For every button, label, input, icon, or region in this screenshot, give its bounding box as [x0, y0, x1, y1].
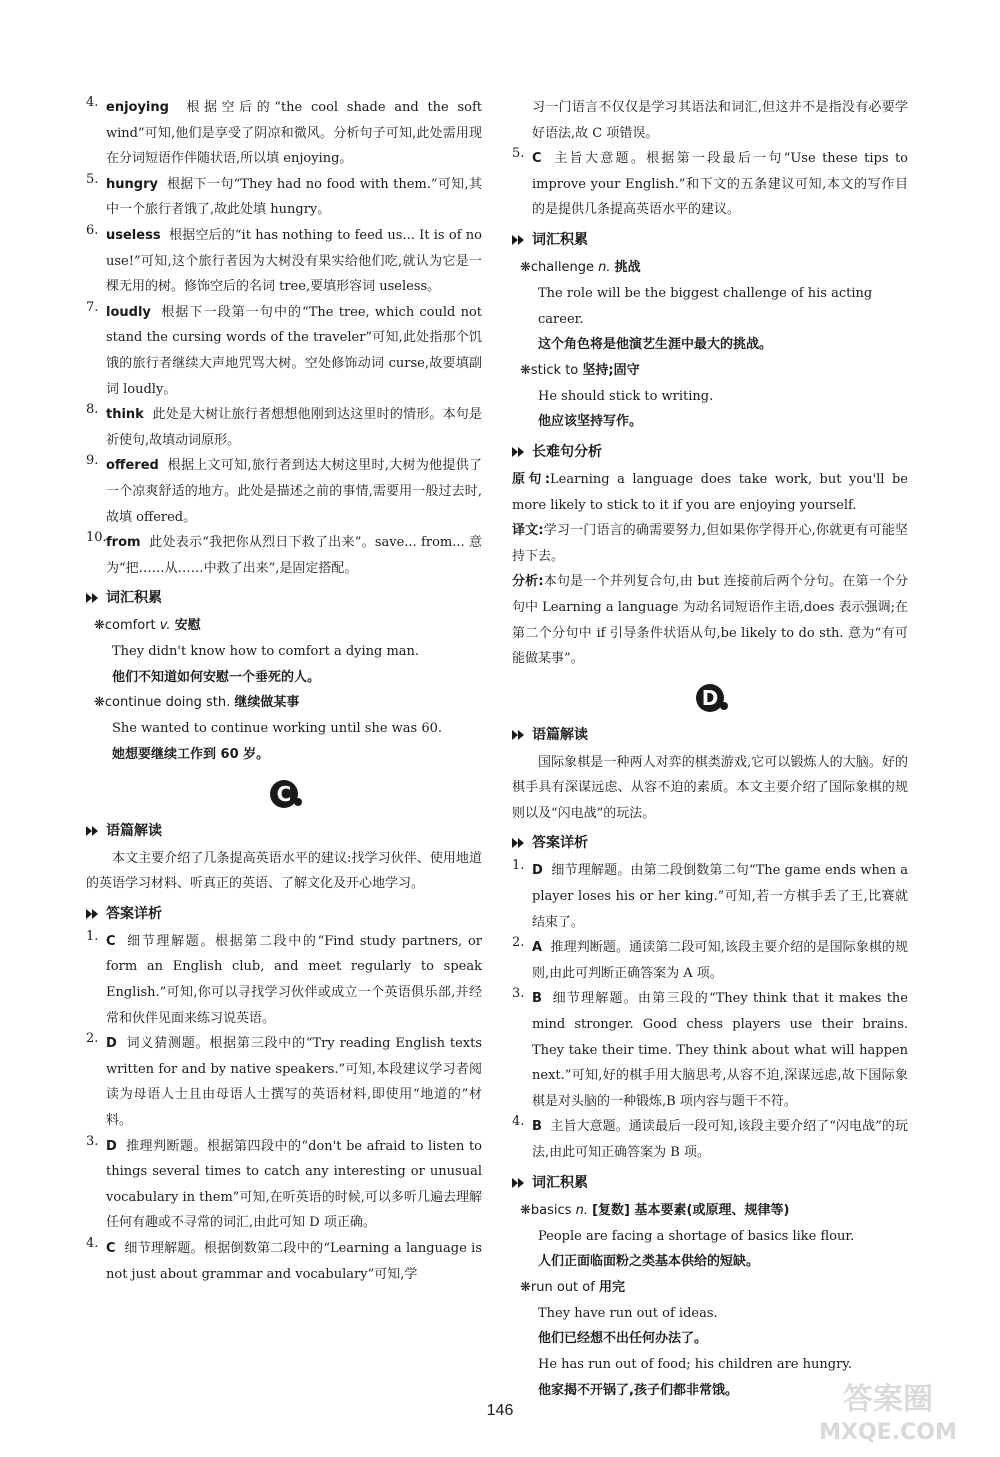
answer-key: hungry	[106, 176, 158, 192]
answer-number: 1.	[512, 858, 525, 874]
vocab-term: challenge	[530, 259, 594, 275]
vocab-example: The role will be the biggest challenge of his acting career.	[538, 285, 873, 327]
answer-key: from	[106, 535, 141, 551]
answer-list-b	[86, 95, 482, 581]
page-number: 146	[486, 1402, 514, 1419]
answer-item	[512, 935, 908, 986]
vocab-meaning: 安慰	[174, 618, 201, 634]
answer-body	[106, 1236, 482, 1287]
answer-explanation: 细节理解题。根据第二段中的“Find study partners, or form an English club, and meet regularly to speak English.”可知,你可以寻找学习伙伴或成立一个英语俱乐部,并经常和伙伴见面来练习说英语。	[106, 933, 482, 1026]
answer-item	[86, 402, 482, 453]
vocab-example: She wanted to continue working until she was 60.	[112, 721, 443, 737]
answer-body	[106, 1031, 482, 1133]
vocab-example: He should stick to writing.	[538, 388, 714, 404]
vocab-term: run out of	[530, 1279, 595, 1295]
section-header-vocab: 词汇积累	[512, 227, 908, 253]
answer-item	[86, 1236, 482, 1287]
answer-explanation: 此处是大树让旅行者想想他刚到达这里时的情形。本句是祈使句,故填动词原形。	[106, 407, 482, 448]
vocab-word	[520, 358, 908, 384]
vocab-meaning: 继续做某事	[234, 695, 300, 711]
vocab-translation: 这个角色将是他演艺生涯中最大的挑战。	[538, 337, 773, 353]
right-column	[512, 95, 908, 1403]
answer-item	[86, 929, 482, 1031]
answer-number: 3.	[86, 1133, 99, 1149]
answer-body	[532, 858, 908, 935]
vocab-word	[520, 255, 908, 281]
asterisk-icon: ❋	[520, 362, 531, 378]
vocab-translation: 他们不知道如何安慰一个垂死的人。	[112, 669, 321, 685]
passage-badge-c	[86, 780, 482, 808]
analysis: 分析:本句是一个并列复合句,由 but 连接前后两个分句。在第一个分句中 Learning a language 为动名词短语作主语,does 表示强调;在第二个分句中 if 引导条件状语从句,be likely to do sth. 意为“有可能做某事”。	[512, 574, 908, 667]
answer-explanation: 细节理解题。根据倒数第二段中的“Learning a language is not just about grammar and vocabulary”可知,学	[106, 1240, 482, 1282]
vocab-translation: 他家揭不开锅了,孩子们都非常饿。	[538, 1382, 738, 1398]
answer-number: 1.	[86, 928, 99, 944]
answer-number: 5.	[86, 171, 99, 187]
answer-item	[86, 300, 482, 402]
answer-item	[86, 1031, 482, 1133]
answer-key: C	[532, 151, 542, 167]
watermark-logo	[788, 1375, 988, 1447]
answer-number: 4.	[512, 1114, 525, 1130]
answer-number: 10.	[86, 530, 107, 546]
answer-explanation: 主旨大意题。根据第一段最后一句“Use these tips to improve your English.”和下文的五条建议可知,本文的写作目的是提供几条提高英语水平的建议。	[532, 151, 908, 218]
watermark-url: MXQE.COM	[819, 1420, 957, 1445]
answer-key: B	[532, 1119, 542, 1135]
answer-item	[512, 858, 908, 935]
answer-body	[106, 929, 482, 1031]
section-header-vocab: 词汇积累	[512, 1170, 908, 1196]
vocab-example: They didn't know how to comfort a dying man.	[112, 644, 420, 660]
double-arrow-icon	[512, 234, 526, 246]
section-header-answers: 答案详析	[86, 901, 482, 927]
vocab-pos: v.	[159, 618, 171, 634]
double-arrow-icon	[86, 825, 100, 837]
vocab-list	[512, 1198, 908, 1404]
vocab-translation: 他应该坚持写作。	[538, 414, 643, 430]
answer-body	[532, 935, 908, 986]
vocab-term: comfort	[104, 618, 156, 634]
double-arrow-icon	[512, 1177, 526, 1189]
answer-key: A	[532, 940, 543, 956]
answer-explanation: 细节理解题。由第三段的“They think that it makes the mind stronger. Good chess players use their brains. They take their time. They think about what will happen next.”可知,好的棋手用大脑思考,从容不迫,深谋远虑,故下国际象棋是对头脑的一种锻炼,B 项内容与题干不符。	[532, 991, 908, 1109]
asterisk-icon: ❋	[520, 1202, 531, 1218]
answer-explanation: 主旨大意题。通读最后一段可知,该段主要介绍了“闪电战”的玩法,由此可知正确答案为 B 项。	[532, 1119, 909, 1160]
answer-item	[86, 453, 482, 530]
answer-key: D	[106, 1036, 117, 1052]
asterisk-icon: ❋	[94, 695, 105, 711]
answer-number: 6.	[86, 222, 99, 238]
answer-item	[86, 172, 482, 223]
answer-key: think	[106, 407, 144, 423]
left-column	[86, 95, 482, 1287]
answer-key: useless	[106, 227, 161, 243]
section-header-long-sentence: 长难句分析	[512, 439, 908, 465]
answer-item	[512, 986, 908, 1114]
answer-explanation: 根据上文可知,旅行者到达大树这里时,大树为他提供了一个凉爽舒适的地方。此处是描述之前的事情,需要用一般过去时,故填 offered。	[106, 458, 483, 525]
letter-c-badge: C	[270, 780, 298, 808]
asterisk-icon: ❋	[520, 1279, 531, 1295]
answer-item	[512, 146, 908, 223]
section-header-reading: 语篇解读	[512, 722, 908, 748]
answer-body	[106, 300, 482, 402]
answer-body	[106, 402, 482, 453]
answer-list-c	[86, 929, 482, 1287]
letter-d-badge: D	[696, 684, 724, 712]
answer-number: 4.	[86, 1235, 99, 1251]
vocab-word	[520, 1198, 908, 1224]
section-header-vocab: 词汇积累	[86, 585, 482, 611]
vocab-meaning: 用完	[598, 1279, 625, 1295]
section-header-reading: 语篇解读	[86, 818, 482, 844]
vocab-list	[86, 613, 482, 767]
answer-explanation: 推理判断题。通读第二段可知,该段主要介绍的是国际象棋的规则,由此可判断正确答案为 A 项。	[532, 940, 909, 981]
vocab-translation: 他们已经想不出任何办法了。	[538, 1331, 708, 1347]
answer-explanation: 根据空后的“it has nothing to feed us... It is of no use!”可知,这个旅行者因为大树没有果实给他们吃,就认为它是一棵无用的树。修饰空后的名词 tree,要填形容词 useless。	[106, 227, 482, 295]
vocab-word	[94, 613, 482, 639]
reading-summary: 本文主要介绍了几条提高英语水平的建议:找学习伙伴、使用地道的英语学习材料、听真正的英语、了解文化及开心地学习。	[86, 850, 482, 892]
watermark-text: 答案圈	[843, 1382, 933, 1417]
vocab-pos: n.	[598, 259, 611, 275]
section-header-answers: 答案详析	[512, 830, 908, 856]
answer-number: 9.	[86, 453, 99, 469]
vocab-meaning: 坚持;固守	[582, 362, 640, 378]
vocab-example: They have run out of ideas.	[538, 1305, 718, 1321]
vocab-term: stick to	[530, 362, 579, 378]
answer-number: 5.	[512, 146, 525, 162]
answer-item	[86, 530, 482, 581]
reading-summary: 国际象棋是一种两人对弈的棋类游戏,它可以锻炼人的大脑。好的棋手具有深谋远虑、从容不迫的素质。本文主要介绍了国际象棋的规则以及“闪电战”的玩法。	[512, 754, 908, 821]
answer-body	[106, 530, 482, 581]
double-arrow-icon	[512, 837, 526, 849]
answer-item	[86, 95, 482, 172]
answer-body	[106, 223, 482, 300]
answer-explanation: 根据下一句“They had no food with them.”可知,其中一个旅行者饿了,故此处填 hungry。	[106, 176, 483, 218]
answer-key: offered	[106, 458, 159, 474]
vocab-pos: n.	[575, 1202, 588, 1218]
vocab-translation: 她想要继续工作到 60 岁。	[112, 747, 270, 763]
answer-key: D	[532, 863, 543, 879]
answer-item	[512, 1114, 908, 1165]
vocab-word	[520, 1275, 908, 1301]
vocab-list	[512, 255, 908, 435]
answer-explanation: 细节理解题。由第二段倒数第二句“The game ends when a player loses his or her king.”可知,若一方棋手丢了王,比赛就结束了。	[532, 863, 908, 930]
translation: 译文:学习一门语言的确需要努力,但如果你学得开心,你就更有可能坚持下去。	[512, 523, 909, 564]
answer-number: 3.	[512, 986, 525, 1002]
answer-body	[532, 146, 908, 223]
vocab-example: He has run out of food; his children are hungry.	[538, 1356, 853, 1372]
answer-number: 4.	[86, 95, 99, 110]
vocab-meaning: 挑战	[614, 259, 641, 275]
answer-list-c-cont	[512, 146, 908, 223]
vocab-translation: 人们正面临面粉之类基本供给的短缺。	[538, 1254, 760, 1270]
passage-badge-d	[512, 684, 908, 712]
vocab-meaning: [复数] 基本要素(或原理、规律等)	[592, 1202, 790, 1218]
answer-number: 8.	[86, 402, 99, 418]
answer-body	[106, 95, 482, 172]
answer-number: 2.	[86, 1031, 99, 1047]
answer-explanation: 推理判断题。根据第四段中的“don't be afraid to listen to things several times to catch any interesting or unusual vocabulary in them”可知,在听英语的时候,可以多听几遍去理解任何有趣或不寻常的词汇,由此可知 D 项正确。	[106, 1138, 483, 1231]
original-sentence: 原句:Learning a language does take work, but you'll be more likely to stick to it if you are enjoying yourself.	[512, 471, 908, 513]
answer-item	[86, 223, 482, 300]
answer-key: C	[106, 1240, 116, 1256]
double-arrow-icon	[86, 908, 100, 920]
vocab-example: People are facing a shortage of basics like flour.	[538, 1228, 855, 1244]
answer-explanation: 根据下一段第一句中的“The tree, which could not stand the cursing words of the traveler”可知,此处指那个饥饿的旅行者继续大声地咒骂大树。空处修饰动词 curse,故要填副词 loudly。	[106, 304, 482, 397]
answer-list-d	[512, 858, 908, 1165]
vocab-word	[94, 690, 482, 716]
double-arrow-icon	[512, 729, 526, 741]
answer-body	[106, 172, 482, 223]
answer-number: 2.	[512, 935, 525, 951]
asterisk-icon: ❋	[520, 259, 531, 275]
answer-key: D	[106, 1138, 117, 1154]
answer-explanation: 此处表示“我把你从烈日下救了出来”。save... from... 意为“把……从……中救了出来”,是固定搭配。	[106, 535, 483, 576]
double-arrow-icon	[512, 446, 526, 458]
answer-key: C	[106, 933, 116, 949]
answer-body	[106, 453, 482, 530]
vocab-term: basics	[530, 1202, 572, 1218]
answer-explanation: 根据空后的“the cool shade and the soft wind”可知,他们是享受了阴凉和微风。分析句子可知,此处需用现在分词短语作伴随状语,所以填 enjoying。	[106, 100, 482, 167]
asterisk-icon: ❋	[94, 618, 105, 634]
continued-text: 习一门语言不仅仅是学习其语法和词汇,但这并不是指没有必要学好语法,故 C 项错误。	[532, 100, 908, 141]
answer-body	[532, 986, 908, 1114]
answer-body	[106, 1134, 482, 1236]
answer-key: enjoying	[106, 100, 169, 115]
answer-item	[86, 1134, 482, 1236]
answer-body	[532, 1114, 908, 1165]
answer-key: B	[532, 991, 542, 1007]
answer-explanation: 词义猜测题。根据第三段中的“Try reading English texts written for and by native speakers.”可知,本段建议学习者阅读为母语人士且由母语人士撰写的英语材料,即使用“地道的”材料。	[106, 1036, 483, 1128]
double-arrow-icon	[86, 592, 100, 604]
vocab-term: continue doing sth.	[104, 695, 231, 711]
answer-number: 7.	[86, 299, 99, 315]
answer-key: loudly	[106, 304, 151, 320]
